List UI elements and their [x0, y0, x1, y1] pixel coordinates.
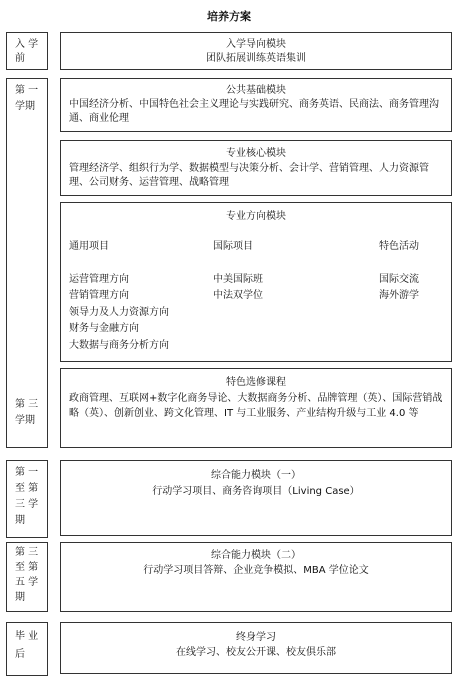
module-public-content: 中国经济分析、中国特色社会主义理论与实践研究、商务英语、民商法、商务管理沟通、商业伦理 — [69, 99, 439, 124]
module-entry-content: 团队拓展训练英语集训 — [206, 53, 306, 64]
list-item: 领导力及人力资源方向 — [69, 306, 169, 318]
sidebar-label: 后 — [15, 649, 25, 660]
sidebar-label: 第 三 — [15, 399, 39, 410]
column-header: 特色活动 — [379, 241, 419, 252]
module-ability-1-content: 行动学习项目、商务咨询项目（Living Case） — [152, 486, 360, 497]
module-ability-2-title: 综合能力模块（二） — [211, 550, 301, 561]
list-item: 大数据与商务分析方向 — [69, 339, 169, 351]
sidebar-label: 前 — [15, 53, 25, 64]
module-entry-title: 入学导向模块 — [226, 39, 286, 50]
module-lifelong — [60, 622, 452, 674]
sidebar-label: 第 一 — [15, 85, 39, 96]
sidebar-cell-pre-enrollment — [6, 32, 48, 70]
list-item: 中美国际班 — [213, 273, 263, 285]
sidebar-label: 三 学 — [15, 499, 39, 510]
list-item: 中法双学位 — [213, 290, 263, 301]
direction-column-general — [69, 239, 169, 354]
sidebar-cell-semester-1-to-3 — [6, 460, 48, 538]
sidebar-label: 毕 业 — [15, 631, 39, 642]
module-elective-content: 政商管理、互联网+数字化商务导论、大数据商务分析、品牌管理（英）、国际营销战略（英）、创新创业、跨文化管理、IT 与工业服务、产业结构升级与工业 4.0 等 — [69, 393, 443, 419]
sidebar-label: 学期 — [15, 415, 35, 426]
sidebar-cell-semester-1-3 — [6, 78, 48, 448]
list-item: 国际交流 — [379, 273, 419, 285]
module-public — [60, 78, 452, 132]
module-ability-1-title: 综合能力模块（一） — [211, 470, 301, 481]
sidebar-cell-post-graduation — [6, 622, 48, 676]
column-header: 国际项目 — [213, 241, 253, 252]
sidebar-label: 期 — [15, 592, 25, 603]
module-core-title: 专业核心模块 — [226, 148, 286, 159]
column-header: 通用项目 — [69, 241, 109, 252]
module-entry — [60, 32, 452, 70]
list-item: 运营管理方向 — [69, 273, 129, 285]
module-public-title: 公共基础模块 — [226, 85, 286, 96]
module-ability-2 — [60, 542, 452, 612]
module-lifelong-content: 在线学习、校友公开课、校友俱乐部 — [176, 647, 336, 658]
module-elective-title: 特色选修课程 — [226, 377, 286, 388]
sidebar-label: 第 三 — [15, 547, 39, 558]
sidebar-cell-semester-3-to-5 — [6, 542, 48, 612]
sidebar-label: 第 一 — [15, 467, 39, 478]
module-elective — [60, 368, 452, 448]
direction-column-featured — [379, 239, 419, 305]
module-direction-title: 专业方向模块 — [226, 211, 286, 222]
sidebar-label: 入 学 — [15, 39, 39, 50]
sidebar-label: 至 第 — [15, 483, 39, 494]
sidebar-label: 学期 — [15, 101, 35, 112]
direction-column-international — [213, 239, 263, 305]
module-lifelong-title: 终身学习 — [236, 632, 276, 643]
module-direction — [60, 202, 452, 362]
sidebar-label: 五 学 — [15, 577, 39, 588]
module-core — [60, 140, 452, 196]
module-ability-2-content: 行动学习项目答辩、企业竞争模拟、MBA 学位论文 — [143, 565, 369, 576]
list-item: 营销管理方向 — [69, 290, 129, 301]
module-core-content: 管理经济学、组织行为学、数据模型与决策分析、会计学、营销管理、人力资源管理、公司财务、运营管理、战略管理 — [69, 163, 429, 188]
page-title: 培养方案 — [207, 10, 251, 23]
sidebar-label: 至 第 — [15, 562, 39, 573]
module-ability-1 — [60, 460, 452, 536]
sidebar-label: 期 — [15, 515, 25, 526]
list-item: 海外游学 — [379, 290, 419, 301]
list-item: 财务与金融方向 — [69, 323, 139, 334]
